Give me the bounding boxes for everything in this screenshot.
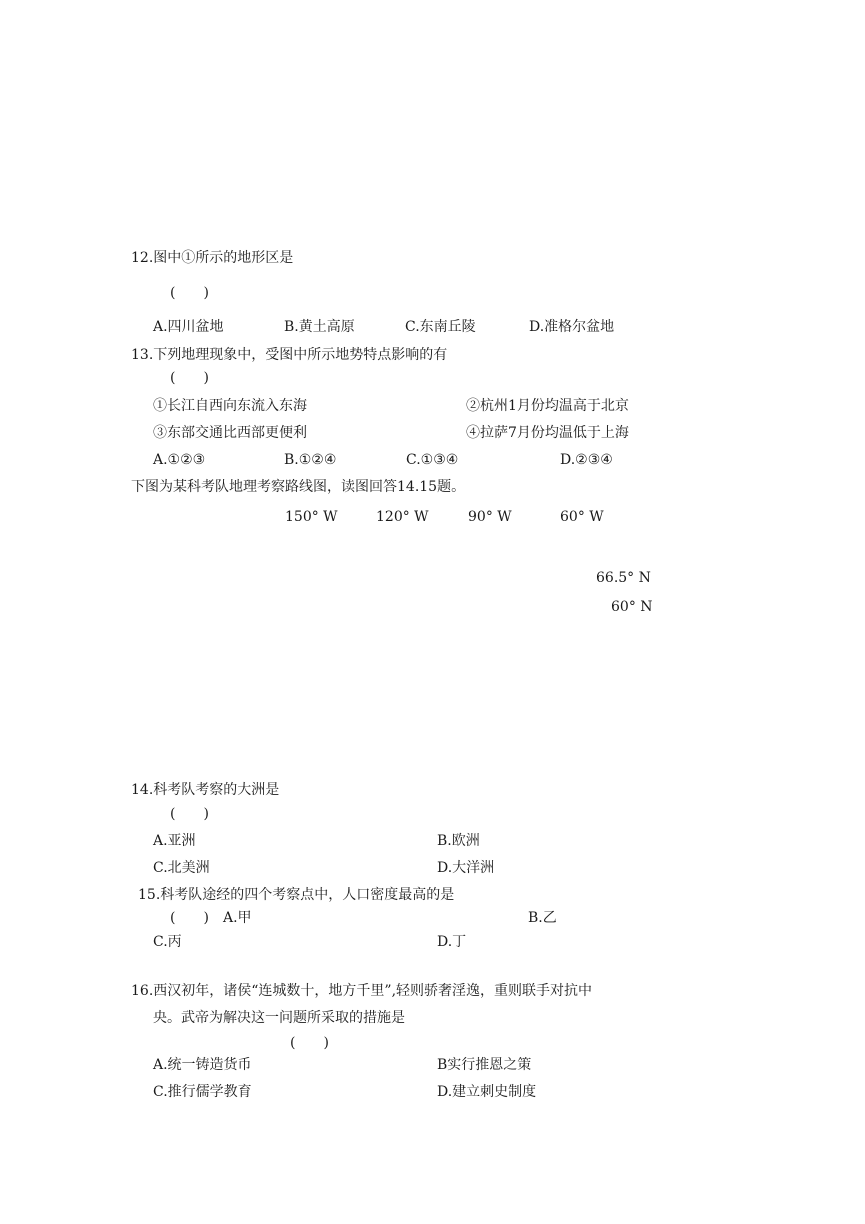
longitude-label-90w: 90° W — [468, 509, 512, 525]
q16-option-c: C.推行儒学教育 — [153, 1084, 252, 1100]
q13-option-a: A.①②③ — [153, 452, 206, 468]
q12-option-b: B.黄土高原 — [284, 319, 355, 335]
q12-option-a: A.四川盆地 — [153, 319, 224, 335]
q13-statement-2: ②杭州1月份均温高于北京 — [466, 398, 629, 414]
q13-answer-blank: ( ) — [170, 370, 209, 386]
q15-answer-blank: ( ) — [170, 910, 209, 926]
q16-option-d: D.建立刺史制度 — [437, 1084, 537, 1100]
q14-option-c: C.北美洲 — [153, 860, 210, 876]
q12-option-c: C.东南丘陵 — [405, 319, 476, 335]
q13-statement-1: ①长江自西向东流入东海 — [153, 398, 307, 414]
q16-stem-line-1: 16.西汉初年，诸侯“连城数十，地方千里”,轻则骄奢淫逸，重则联手对抗中 — [131, 983, 593, 999]
latitude-label-60n: 60° N — [611, 599, 653, 615]
q13-option-d: D.②③④ — [560, 452, 613, 468]
q12-option-d: D.准格尔盆地 — [529, 319, 615, 335]
q13-option-c: C.①③④ — [406, 452, 459, 468]
longitude-label-120w: 120° W — [376, 509, 429, 525]
q13-option-b: B.①②④ — [284, 452, 337, 468]
q13-stem: 13.下列地理现象中，受图中所示地势特点影响的有 — [131, 347, 448, 363]
q15-option-d: D.丁 — [437, 934, 467, 950]
q16-option-a: A.统一铸造货币 — [153, 1057, 252, 1073]
q16-option-b: B实行推恩之策 — [437, 1057, 532, 1073]
q12-answer-blank: ( ) — [170, 285, 209, 301]
q15-option-b: B.乙 — [528, 910, 557, 926]
q14-option-b: B.欧洲 — [437, 833, 480, 849]
q12-stem: 12.图中①所示的地形区是 — [131, 250, 294, 266]
q14-option-a: A.亚洲 — [153, 833, 196, 849]
q16-stem-line-2: 央。武帝为解决这一问题所采取的措施是 — [153, 1010, 405, 1026]
q14-stem: 14.科考队考察的大洲是 — [131, 782, 280, 798]
latitude-label-66-5n: 66.5° N — [596, 570, 651, 586]
longitude-label-150w: 150° W — [285, 509, 338, 525]
q15-option-c: C.丙 — [153, 934, 182, 950]
q13-statement-3: ③东部交通比西部更便利 — [153, 425, 307, 441]
q14-option-d: D.大洋洲 — [437, 860, 495, 876]
longitude-label-60w: 60° W — [560, 509, 604, 525]
q14-answer-blank: ( ) — [170, 806, 209, 822]
q15-option-a: A.甲 — [223, 910, 252, 926]
q16-answer-blank: ( ) — [290, 1035, 329, 1051]
map-intro: 下图为某科考队地理考察路线图，读图回答14.15题。 — [131, 479, 466, 495]
q13-statement-4: ④拉萨7月份均温低于上海 — [466, 425, 629, 441]
q15-stem: 15.科考队途经的四个考察点中，人口密度最高的是 — [138, 887, 455, 903]
